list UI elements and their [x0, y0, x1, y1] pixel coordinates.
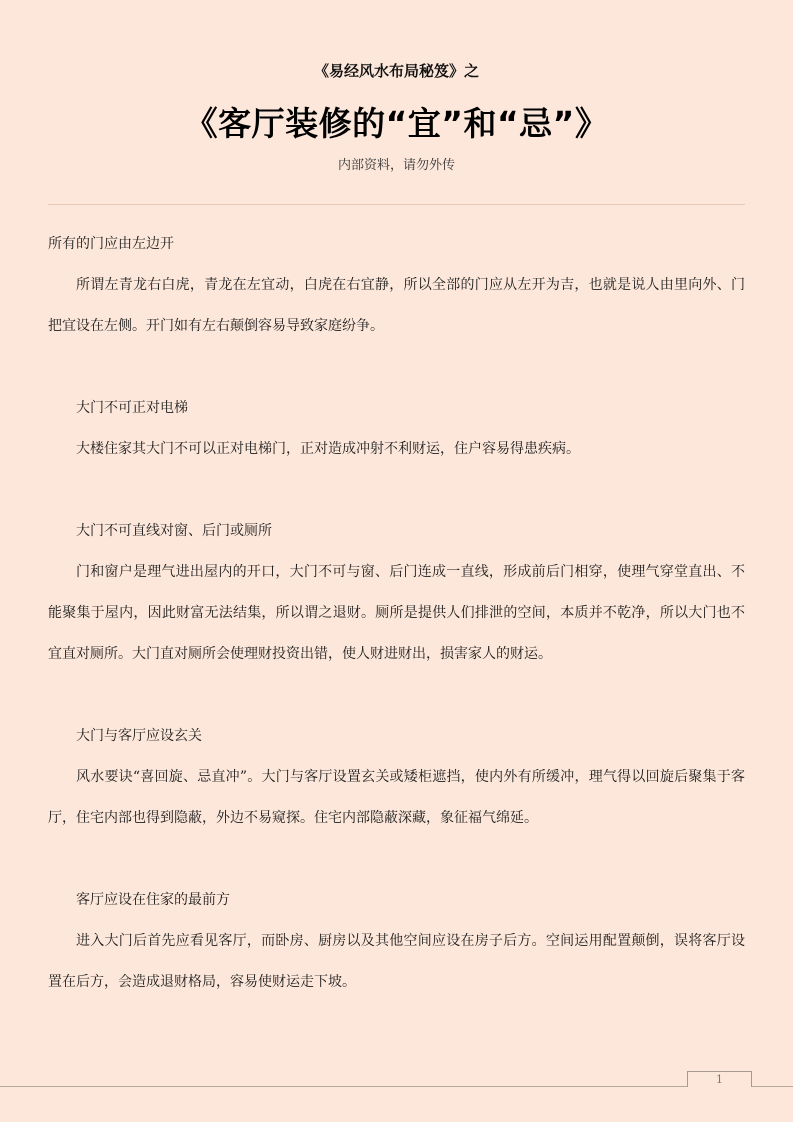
section-heading-window-toilet: 大门不可直线对窗、后门或厕所: [76, 523, 272, 539]
paragraph-spacer: [48, 675, 745, 716]
section-heading-left-door: 所有的门应由左边开: [48, 236, 174, 252]
footer-divider: [0, 1086, 793, 1087]
section-body-living-room-front: 进入大门后首先应看见客厅，而卧房、厨房以及其他空间应设在房子后方。空间运用配置颠倒，误将客厅设置在后方，会造成退财格局，容易使财运走下坡。: [48, 933, 745, 990]
paragraph-spacer: [48, 839, 745, 880]
paragraph-spacer: [48, 347, 745, 388]
document-subtitle: 内部资料，请勿外传: [337, 158, 455, 173]
page-number: 1: [687, 1071, 752, 1087]
section-body-window-toilet: 门和窗户是理气进出屋内的开口，大门不可与窗、后门连成一直线，形成前后门相穿，使理气穿堂直出、不能聚集于屋内，因此财富无法结集，所以谓之退财。厕所是提供人们排泄的空间，本质并不乾净，所以大门也不宜直对厕所。大门直对厕所会使理财投资出错，使人财进财出，损害家人的财运。: [48, 564, 745, 662]
paragraph-spacer: [48, 470, 745, 511]
document-title: 《客厅装修的“宜”和“忌”》: [184, 104, 609, 143]
document-body: [48, 224, 745, 1003]
section-heading-elevator: 大门不可正对电梯: [76, 400, 188, 416]
header-divider: [48, 204, 745, 205]
section-body-entrance-foyer: 风水要诀“喜回旋、忌直冲”。大门与客厅设置玄关或矮柜遮挡，使内外有所缓冲，理气得以回旋后聚集于客厅，住宅内部也得到隐蔽，外边不易窥探。住宅内部隐蔽深藏，象征福气绵延。: [48, 769, 745, 826]
section-heading-entrance-foyer: 大门与客厅应设玄关: [76, 728, 202, 744]
document-supertitle: 《易经风水布局秘笈》之: [313, 62, 479, 80]
section-heading-living-room-front: 客厅应设在住家的最前方: [76, 892, 230, 908]
section-body-elevator: 大楼住家其大门不可以正对电梯门，正对造成冲射不利财运，住户容易得患疾病。: [76, 441, 580, 457]
section-body-left-door: 所谓左青龙右白虎，青龙在左宜动，白虎在右宜静，所以全部的门应从左开为吉，也就是说人由里向外、门把宜设在左侧。开门如有左右颠倒容易导致家庭纷争。: [48, 277, 745, 334]
